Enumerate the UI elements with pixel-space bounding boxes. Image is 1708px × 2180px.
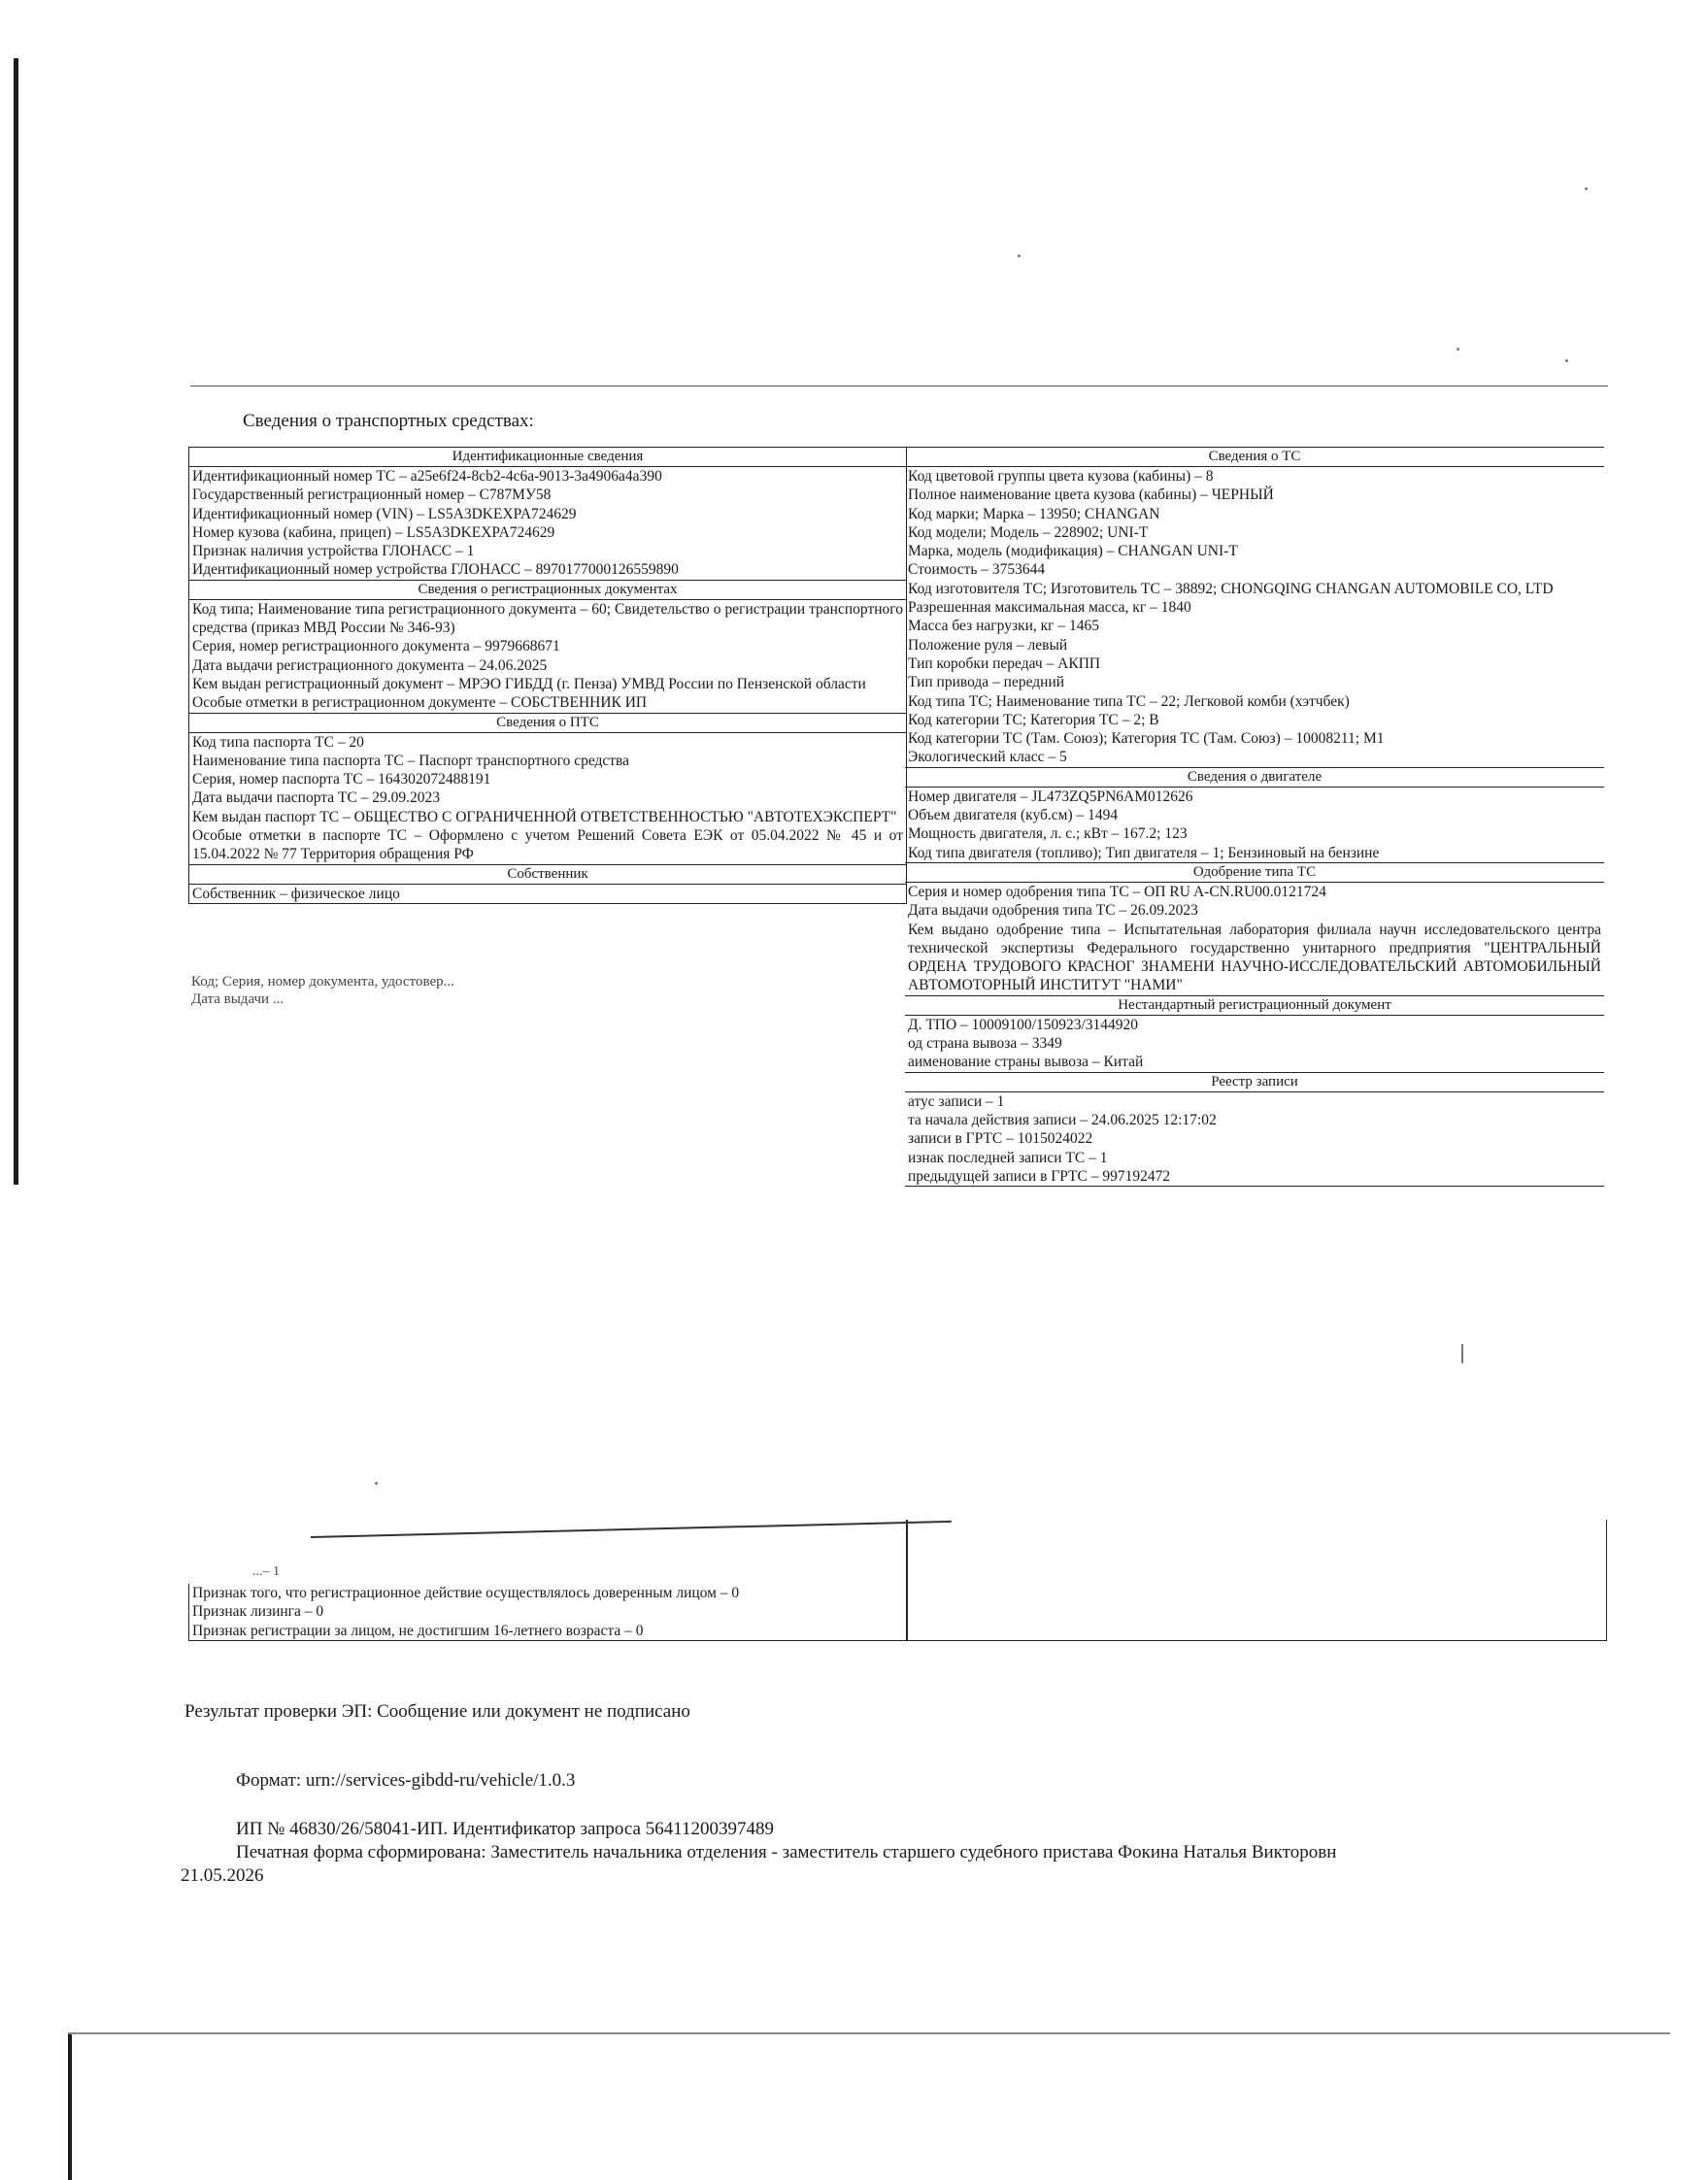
- vehicle-row: Тип коробки передач – АКПП: [908, 654, 1101, 672]
- scan-speck: [1565, 359, 1568, 362]
- approval-row: Дата выдачи одобрения типа ТС – 26.09.2023: [908, 902, 1198, 920]
- section-title-regdocs: Сведения о регистрационных документах: [189, 580, 906, 600]
- pts-row: Серия, номер паспорта ТС – 164302072488191: [192, 771, 491, 788]
- format-line: Формат: urn://services-gibdd-ru/vehicle/1.0.3: [236, 1770, 576, 1791]
- lower-rows: [188, 1584, 906, 1640]
- lower-row: Признак регистрации за лицом, не достигшим 16-летнего возраста – 0: [192, 1622, 644, 1639]
- engine-row: Мощность двигателя, л. с.; кВт – 167.2; 123: [908, 825, 1188, 843]
- faded-row: Дата выдачи ...: [191, 991, 285, 1007]
- ident-row: Идентификационный номер устройства ГЛОНАСС – 8970177000126559890: [192, 561, 679, 579]
- section-title-registry: Реестр записи: [905, 1072, 1604, 1092]
- vehicle-row: Стоимость – 3753644: [908, 561, 1046, 579]
- vehicle-row: Разрешенная максимальная масса, кг – 1840: [908, 599, 1191, 617]
- vehicle-row: Код марки; Марка – 13950; CHANGAN: [908, 505, 1160, 522]
- section-title-pts: Сведения о ПТС: [189, 713, 906, 733]
- regdocs-row: Дата выдачи регистрационного документа – 24.06.2025: [192, 656, 548, 674]
- lower-partial-row: ...– 1: [252, 1564, 280, 1579]
- vehicle-row: Код типа ТС; Наименование типа ТС – 22; Легковой комби (хэтчбек): [908, 692, 1350, 710]
- ep-check-result: Результат проверки ЭП: Сообщение или документ не подписано: [184, 1701, 690, 1722]
- lower-row: Признак лизинга – 0: [192, 1603, 324, 1621]
- vehicle-row: Экологический класс – 5: [908, 749, 1067, 766]
- nonstd-row: аименование страны вывоза – Китай: [908, 1054, 1144, 1071]
- vehicle-row: Код цветовой группы цвета кузова (кабины) – 8: [908, 468, 1214, 485]
- pts-row: Код типа паспорта ТС – 20: [192, 733, 364, 751]
- regdocs-row: Серия, номер регистрационного документа – 9979668671: [192, 638, 560, 655]
- engine-row: Объем двигателя (куб.см) – 1494: [908, 807, 1119, 824]
- registry-row: предыдущей записи в ГРТС – 997192472: [905, 1167, 1604, 1187]
- ident-row: Номер кузова (кабина, прицеп) – LS5A3DKEXPA724629: [192, 523, 555, 541]
- ident-row: Государственный регистрационный номер – С787МУ58: [192, 486, 552, 504]
- scan-speck: [375, 1482, 378, 1485]
- ident-row: Идентификационный номер (VIN) – LS5A3DKEXPA724629: [192, 505, 577, 522]
- scan-edge-left: [14, 58, 18, 1185]
- regdocs-row: Кем выдан регистрационный документ – МРЭО ГИБДД (г. Пенза) УМВД России по Пензенской области: [192, 675, 866, 692]
- pts-row: Кем выдан паспорт ТС – ОБЩЕСТВО С ОГРАНИЧЕННОЙ ОТВЕТСТВЕННОСТЬЮ "АВТОТЕХЭКСПЕРТ": [192, 808, 897, 825]
- vehicle-row: Положение руля – левый: [908, 636, 1068, 654]
- vehicle-row: Марка, модель (модификация) – CHANGAN UNI-T: [908, 543, 1238, 560]
- vehicle-row: Масса без нагрузки, кг – 1465: [908, 618, 1100, 635]
- section-title-vehicle: Сведения о ТС: [905, 447, 1604, 467]
- regdocs-row: Особые отметки в регистрационном документе – СОБСТВЕННИК ИП: [192, 694, 648, 712]
- print-date: 21.05.2026: [181, 1865, 264, 1886]
- vehicle-row: Код категории ТС (Там. Союз); Категория ТС (Там. Союз) – 10008211; M1: [908, 730, 1385, 748]
- scan-line-bottom: [68, 2032, 1670, 2034]
- scan-speck: [1018, 254, 1021, 257]
- approval-row: Серия и номер одобрения типа ТС – ОП RU A-CN.RU00.0121724: [908, 883, 1326, 900]
- registry-row: атус записи – 1: [908, 1092, 1005, 1110]
- regdocs-row: Код типа; Наименование типа регистрационного документа – 60; Свидетельство о регистрации транспортного средства (приказ МВД России № 346-93): [192, 600, 903, 637]
- ident-row: Признак наличия устройства ГЛОНАСС – 1: [192, 543, 475, 560]
- right-column: [905, 447, 1604, 1187]
- vehicle-row: Код категории ТС; Категория ТС – 2; B: [908, 711, 1159, 728]
- engine-row: Номер двигателя – JL473ZQ5PN6AM012626: [908, 788, 1193, 805]
- scan-speck: [1461, 1344, 1463, 1363]
- vehicle-row: Тип привода – передний: [908, 674, 1065, 691]
- document-heading: Сведения о транспортных средствах:: [243, 411, 534, 431]
- registry-row: та начала действия записи – 24.06.2025 12:17:02: [908, 1111, 1217, 1128]
- nonstd-row: Д. ТПО – 10009100/150923/3144920: [908, 1016, 1139, 1033]
- owner-row: Собственник – физическое лицо: [189, 885, 906, 904]
- lower-table-divider: [906, 1520, 908, 1640]
- section-title-owner: Собственник: [189, 864, 906, 885]
- nonstd-row: од страна вывоза – 3349: [908, 1035, 1062, 1053]
- scan-edge-bottom: [68, 2034, 72, 2180]
- section-title-ident: Идентификационные сведения: [189, 447, 906, 467]
- print-form-line: Печатная форма сформирована: Заместитель начальника отделения - заместитель старшего судебного пристава Фокина Наталья Викторовн: [236, 1842, 1337, 1862]
- vehicle-row: Код модели; Модель – 228902; UNI-T: [908, 523, 1149, 541]
- ident-row: Идентификационный номер ТС – a25e6f24-8cb2-4c6a-9013-3a4906a4a390: [192, 468, 662, 485]
- vehicle-row: Код изготовителя ТС; Изготовитель ТС – 38892; CHONGQING CHANGAN AUTOMOBILE CO, LTD: [908, 580, 1554, 597]
- vehicle-row: Полное наименование цвета кузова (кабины) – ЧЕРНЫЙ: [908, 486, 1274, 504]
- section-title-nonstd: Нестандартный регистрационный документ: [905, 995, 1604, 1016]
- lower-row: Признак того, что регистрационное действие осуществлялось доверенным лицом – 0: [192, 1585, 740, 1601]
- scan-speck: [1585, 187, 1588, 190]
- faded-row: Код; Серия, номер документа, удостовер...: [191, 974, 454, 989]
- pts-row: Особые отметки в паспорте ТС – Оформлено с учетом Решений Совета ЕЭК от 05.04.2022 № 45 и от 15.04.2022 № 77 Территория обращения РФ: [192, 827, 903, 863]
- owner-faded-rows: [191, 973, 454, 1008]
- registry-row: изнак последней записи ТС – 1: [908, 1149, 1108, 1166]
- section-title-approval: Одобрение типа ТС: [905, 862, 1604, 883]
- approval-row: Кем выдано одобрение типа – Испытательная лаборатория филиала научн исследовательского центра технической экспертизы Федерального государственно унитарного предприятия "ЦЕНТРАЛЬНЫЙ ОРДЕНА ТРУДОВОГО КРАСНОГ ЗНАМЕНИ НАУЧНО-ИССЛЕДОВАТЕЛЬСКИЙ АВТОМОБИЛЬНЫЙ АВТОМОТОРНЫЙ ИНСТИТУТ "НАМИ": [908, 921, 1601, 994]
- pts-row: Дата выдачи паспорта ТС – 29.09.2023: [192, 789, 441, 807]
- scan-speck: [1457, 348, 1459, 351]
- left-column: [188, 447, 907, 904]
- engine-row: Код типа двигателя (топливо); Тип двигателя – 1; Бензиновый на бензине: [908, 844, 1380, 861]
- pts-row: Наименование типа паспорта ТС – Паспорт транспортного средства: [192, 752, 630, 769]
- section-title-engine: Сведения о двигателе: [905, 767, 1604, 788]
- registry-row: записи в ГРТС – 1015024022: [908, 1130, 1093, 1148]
- ip-line: ИП № 46830/26/58041-ИП. Идентификатор запроса 56411200397489: [236, 1819, 774, 1839]
